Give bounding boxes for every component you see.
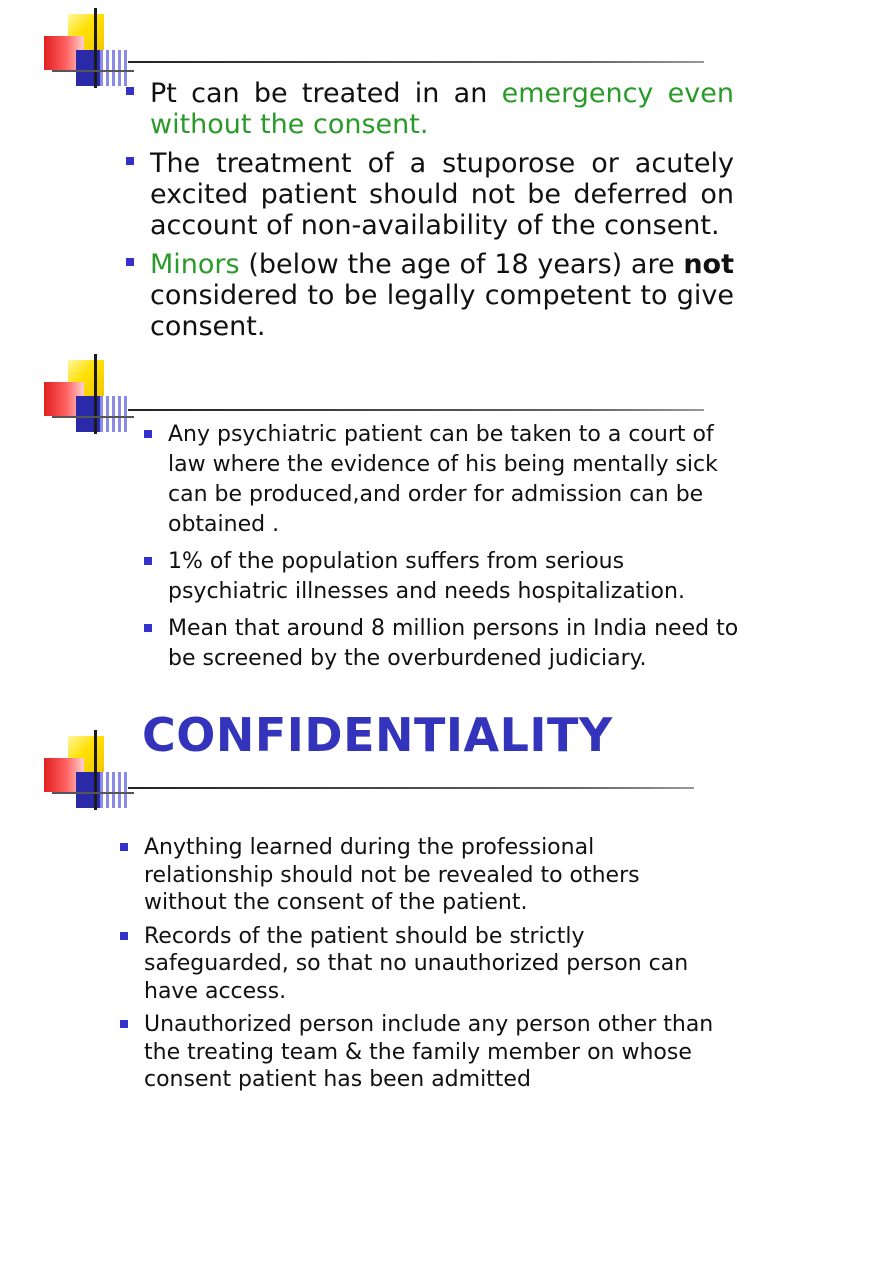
title-rule-3 (128, 787, 694, 789)
bullet-records: Records of the patient should be strictly safeguarded, so that no unauthorized person can have access. (118, 923, 728, 1006)
confidentiality-heading: CONFIDENTIALITY (142, 708, 613, 762)
confidentiality-bullet-list (118, 834, 728, 1100)
slide-logo-2 (44, 360, 136, 436)
bullet-million: Mean that around 8 million persons in India need to be screened by the overburdened judiciary. (142, 614, 742, 674)
bullet-stuporose: The treatment of a stuporose or acutely excited patient should not be deferred on account of non-availability of the consent. (124, 148, 734, 241)
title-rule-1 (128, 61, 704, 63)
bullet-minors: Minors (below the age of 18 years) are not considered to be legally competent to give consent. (124, 249, 734, 342)
bullet-professional: Anything learned during the professional relationship should not be revealed to others without the consent of the patient. (118, 834, 728, 917)
bullet-court: Any psychiatric patient can be taken to a court of law where the evidence of his being mentally sick can be produced,and order for admission can be obtained . (142, 420, 742, 540)
slide-logo-3 (44, 736, 136, 812)
bullet-emergency: Pt can be treated in an emergency even without the consent. (124, 78, 734, 140)
bullet-population: 1% of the population suffers from serious psychiatric illnesses and needs hospitalization. (142, 547, 742, 607)
bullet-unauthorized: Unauthorized person include any person other than the treating team & the family member on whose consent patient has been admitted (118, 1011, 728, 1094)
title-rule-2 (128, 409, 704, 411)
slide-logo-1 (44, 14, 136, 90)
court-bullet-list (142, 420, 742, 681)
consent-bullet-list (124, 78, 734, 350)
